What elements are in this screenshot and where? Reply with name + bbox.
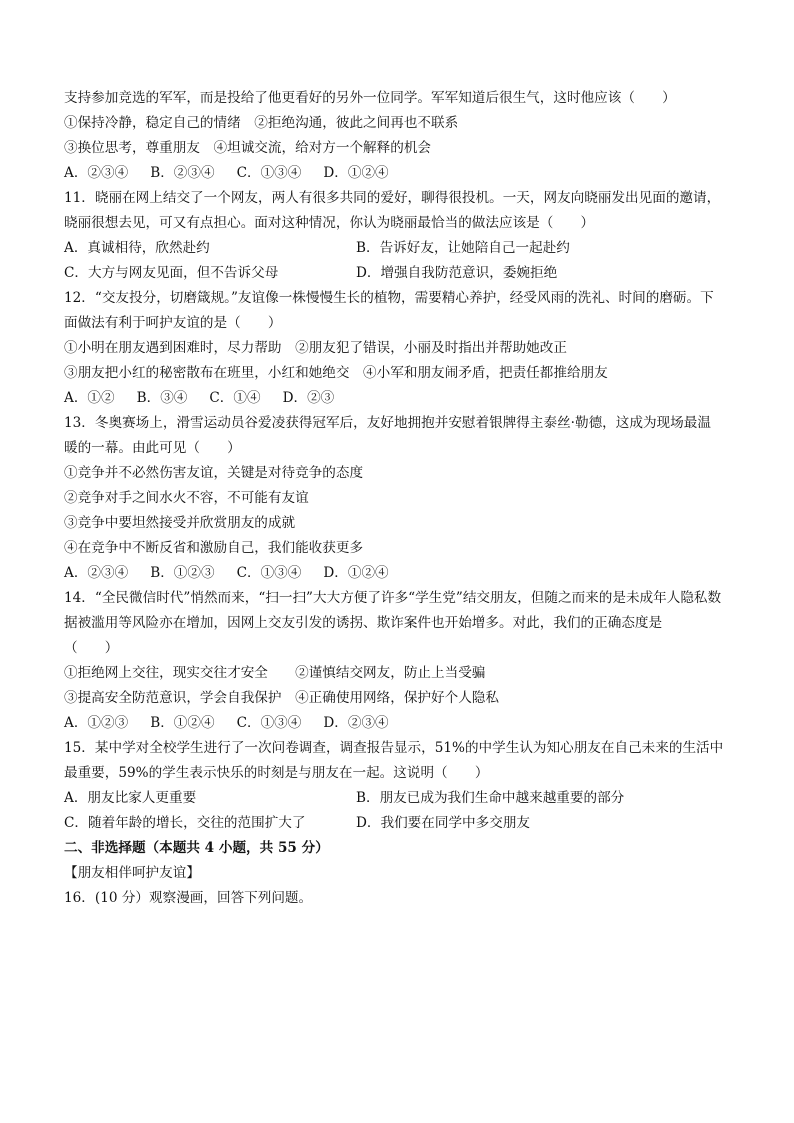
q15-option-b: B．朋友已成为我们生命中越来越重要的部分 — [356, 790, 625, 806]
section-2-subtitle: 【朋友相伴呵护友谊】 — [64, 865, 200, 881]
q12-statement-3-4: ③朋友把小红的秘密散布在班里，小红和她绝交 ④小军和朋友闹矛盾，把责任都推给朋友 — [64, 365, 608, 381]
q12-stem-line-1: 12．“交友投分，切磨箴规。”友谊像一株慢慢生长的植物，需要精心养护，经受风雨的洗礼、时间的磨砺。下 — [64, 290, 714, 306]
exam-page — [64, 86, 732, 911]
q15-stem-line-2: 最重要，59%的学生表示快乐的时刻是与朋友在一起。这说明（ ） — [64, 765, 489, 781]
q12-option-d: D．②③ — [282, 390, 335, 406]
q10-option-d: D．①②④ — [323, 165, 389, 181]
q14-stem-line-3: （ ） — [64, 640, 119, 656]
q15-option-d: D．我们要在同学中多交朋友 — [356, 815, 531, 831]
q14-statement-1-2: ①拒绝网上交往，现实交往才安全 ②谨慎结交网友，防止上当受骗 — [64, 665, 486, 681]
q15-stem-line-1: 15．某中学对全校学生进行了一次问卷调查，调查报告显示，51%的中学生认为知心朋友在自己未来的生活中 — [64, 740, 724, 756]
q11-option-b: B．告诉好友，让她陪自己一起赴约 — [356, 240, 570, 256]
q10-option-c: C．①③④ — [236, 165, 302, 181]
q12-option-a: A．①② — [64, 390, 115, 406]
q14-stem-line-2: 据被滥用等风险亦在增加，因网上交友引发的诱拐、欺诈案件也开始增多。对此，我们的正确态度是 — [64, 615, 663, 631]
q12-option-c: C．①④ — [209, 390, 261, 406]
q13-statement-1: ①竞争并不必然伤害友谊，关键是对待竞争的态度 — [64, 465, 364, 481]
q11-stem-line-2: 晓丽很想去见，可又有点担心。面对这种情况，你认为晓丽最恰当的做法应该是（ ） — [64, 215, 595, 231]
q11-options-cd — [64, 261, 732, 286]
q10-statement-3-4: ③换位思考，尊重朋友 ④坦诚交流，给对方一个解释的机会 — [64, 140, 432, 156]
q10-option-b: B．②③④ — [150, 165, 215, 181]
q11-option-a: A．真诚相待，欣然赴约 — [64, 240, 210, 256]
q13-stem-line-1: 13．冬奥赛场上，滑雪运动员谷爱凌获得冠军后，友好地拥抱并安慰着银牌得主泰丝·勒德，这成为现场最温 — [64, 415, 711, 431]
q10-options — [64, 161, 732, 186]
q10-statement-1-2: ①保持冷静，稳定自己的情绪 ②拒绝沟通，彼此之间再也不联系 — [64, 115, 459, 131]
q13-stem-line-2: 暖的一幕。由此可见（ ） — [64, 440, 241, 456]
q15-options-ab — [64, 786, 732, 811]
q10-option-a: A．②③④ — [64, 165, 129, 181]
q14-option-c: C．①③④ — [236, 715, 302, 731]
q13-statement-4: ④在竞争中不断反省和激励自己，我们能收获更多 — [64, 540, 364, 556]
q14-option-a: A．①②③ — [64, 715, 129, 731]
q13-option-c: C．①③④ — [236, 565, 302, 581]
q12-statement-1-2: ①小明在朋友遇到困难时，尽力帮助 ②朋友犯了错误，小丽及时指出并帮助她改正 — [64, 340, 567, 356]
q16-stem: 16．(10 分）观察漫画，回答下列问题。 — [64, 890, 313, 906]
q12-option-b: B．③④ — [136, 390, 188, 406]
q13-option-d: D．①②④ — [323, 565, 389, 581]
q11-stem-line-1: 11．晓丽在网上结交了一个网友，两人有很多共同的爱好，聊得很投机。一天，网友向晓丽发出见面的邀请， — [64, 190, 721, 206]
q15-options-cd — [64, 811, 732, 836]
q11-option-d: D．增强自我防范意识，委婉拒绝 — [356, 265, 558, 281]
q12-options — [64, 386, 732, 411]
q14-option-b: B．①②④ — [150, 715, 215, 731]
q14-statement-3-4: ③提高安全防范意识，学会自我保护 ④正确使用网络，保护好个人隐私 — [64, 690, 499, 706]
q15-option-c: C．随着年龄的增长，交往的范围扩大了 — [64, 815, 306, 831]
q12-stem-line-2: 面做法有利于呵护友谊的是（ ） — [64, 315, 282, 331]
q14-option-d: D．②③④ — [323, 715, 389, 731]
q10-stem-line: 支持参加竞选的军军，而是投给了他更看好的另外一位同学。军军知道后很生气，这时他应该（ ） — [64, 90, 676, 106]
q13-option-a: A．②③④ — [64, 565, 129, 581]
q13-statement-3: ③竞争中要坦然接受并欣赏朋友的成就 — [64, 515, 296, 531]
q13-option-b: B．①②③ — [150, 565, 215, 581]
q11-option-c: C．大方与网友见面，但不告诉父母 — [64, 265, 279, 281]
q13-statement-2: ②竞争对手之间水火不容，不可能有友谊 — [64, 490, 309, 506]
section-2-heading: 二、非选择题（本题共 4 小题，共 55 分） — [64, 840, 329, 856]
q15-option-a: A．朋友比家人更重要 — [64, 790, 197, 806]
q11-options-ab — [64, 236, 732, 261]
q14-options — [64, 711, 732, 736]
q14-stem-line-1: 14．“全民微信时代”悄然而来，“扫一扫”大大方便了许多“学生党”结交朋友，但随之而来的是未成年人隐私数 — [64, 590, 722, 606]
q13-options — [64, 561, 732, 586]
